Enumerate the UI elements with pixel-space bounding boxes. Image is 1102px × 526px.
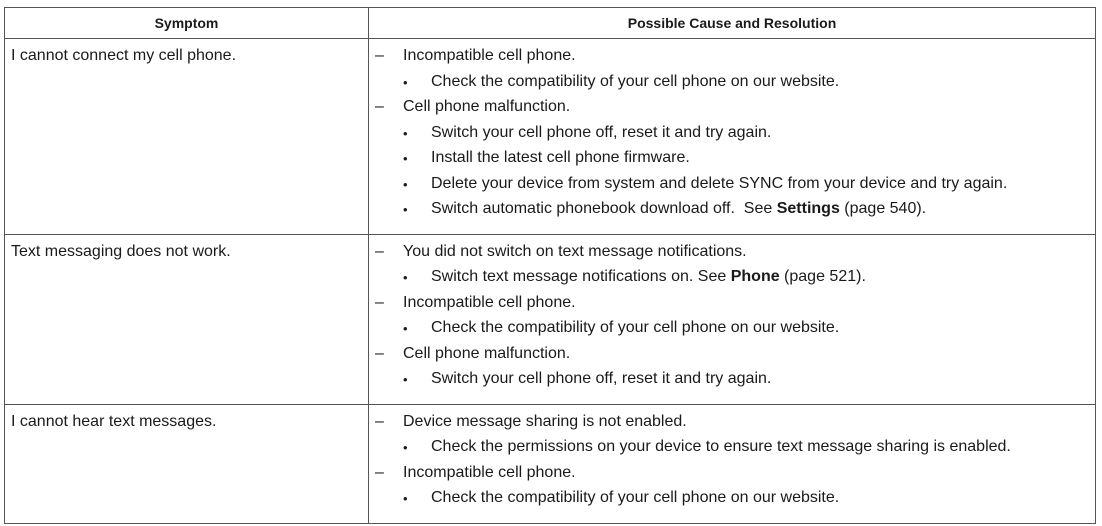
header-cause-resolution: Possible Cause and Resolution [369,8,1096,39]
cause-resolution-cell [369,404,1096,523]
resolution-text-main: Switch text message notifications on. See [431,268,731,285]
resolution-text [431,370,771,387]
resolution-text-main: Check the permissions on your device to ensure text message sharing is enabled. [431,438,1011,455]
dash-marker: – [375,242,384,260]
resolution-text [431,489,839,506]
symptom-cell: Text messaging does not work. [5,234,369,404]
resolution-item [369,489,1095,515]
cause-item [369,345,1095,371]
bullet-marker: • [403,491,408,506]
cause-item [369,413,1095,439]
header-row [5,8,1096,39]
cause-resolution-cell [369,234,1096,404]
resolution-item [369,175,1095,201]
resolution-item [369,268,1095,294]
resolution-item [369,149,1095,175]
dash-marker: – [375,344,384,362]
bullet-marker: • [403,321,408,336]
bullet-marker: • [403,270,408,285]
dash-marker: – [375,98,384,115]
symptom-cell: I cannot hear text messages. [5,404,369,523]
bullet-marker: • [403,372,408,387]
cause-text: Cell phone malfunction. [403,98,571,115]
bullet-marker: • [403,74,408,90]
resolution-text [431,149,690,166]
resolution-text-main: Check the compatibility of your cell phone on our website. [431,72,840,90]
resolution-item [369,319,1095,345]
dash-marker: – [375,463,384,481]
cause-text: Cell phone malfunction. [403,344,571,362]
bullet-marker: • [403,176,408,192]
cause-resolution-cell [369,39,1096,235]
page-reference: (page 521). [779,268,866,285]
cause-text: You did not switch on text message notifications. [403,242,747,260]
cause-item [369,47,1095,73]
cause-item [369,294,1095,320]
resolution-text [431,200,926,217]
resolution-item [369,438,1095,464]
resolution-text [431,319,839,336]
dash-marker: – [375,47,384,64]
symptom-cell: I cannot connect my cell phone. [5,39,369,235]
resolution-text [431,438,1011,455]
resolution-text-main: Switch your cell phone off, reset it and try again. [431,123,772,141]
page-reference: (page 540). [839,200,927,217]
resolution-text [431,175,1007,192]
table-row [5,39,1096,235]
resolution-item [369,370,1095,396]
resolution-item [369,200,1095,226]
resolution-text-main: Switch automatic phonebook download off. See [431,200,777,217]
cause-text: Incompatible cell phone. [403,47,576,64]
resolution-item [369,73,1095,99]
resolution-text [431,124,771,141]
resolution-text-main: Install the latest cell phone firmware. [431,149,690,166]
cause-item [369,243,1095,269]
dash-marker: – [375,412,384,430]
header-symptom: Symptom [5,8,369,39]
cause-item [369,98,1095,124]
table-row [5,404,1096,523]
cause-item [369,464,1095,490]
bullet-marker: • [403,125,408,141]
resolution-text-main: Check the compatibility of your cell phone on our website. [431,319,840,336]
cross-reference-link[interactable]: Phone [730,268,780,285]
cause-text: Incompatible cell phone. [403,293,576,311]
dash-marker: – [375,293,384,311]
cause-text: Device message sharing is not enabled. [403,412,687,430]
resolution-text-main: Switch your cell phone off, reset it and try again. [431,370,772,387]
bullet-marker: • [403,440,408,455]
resolution-text-main: Delete your device from system and delete SYNC from your device and try again. [431,174,1008,192]
bullet-marker: • [403,151,408,166]
resolution-text-main: Check the compatibility of your cell phone on our website. [431,489,840,506]
cause-text: Incompatible cell phone. [403,463,576,481]
resolution-text [431,73,839,90]
resolution-item [369,124,1095,150]
cross-reference-link[interactable]: Settings [776,200,840,217]
bullet-marker: • [403,202,408,217]
resolution-text [431,268,866,285]
table-row [5,234,1096,404]
troubleshooting-table [4,7,1096,524]
